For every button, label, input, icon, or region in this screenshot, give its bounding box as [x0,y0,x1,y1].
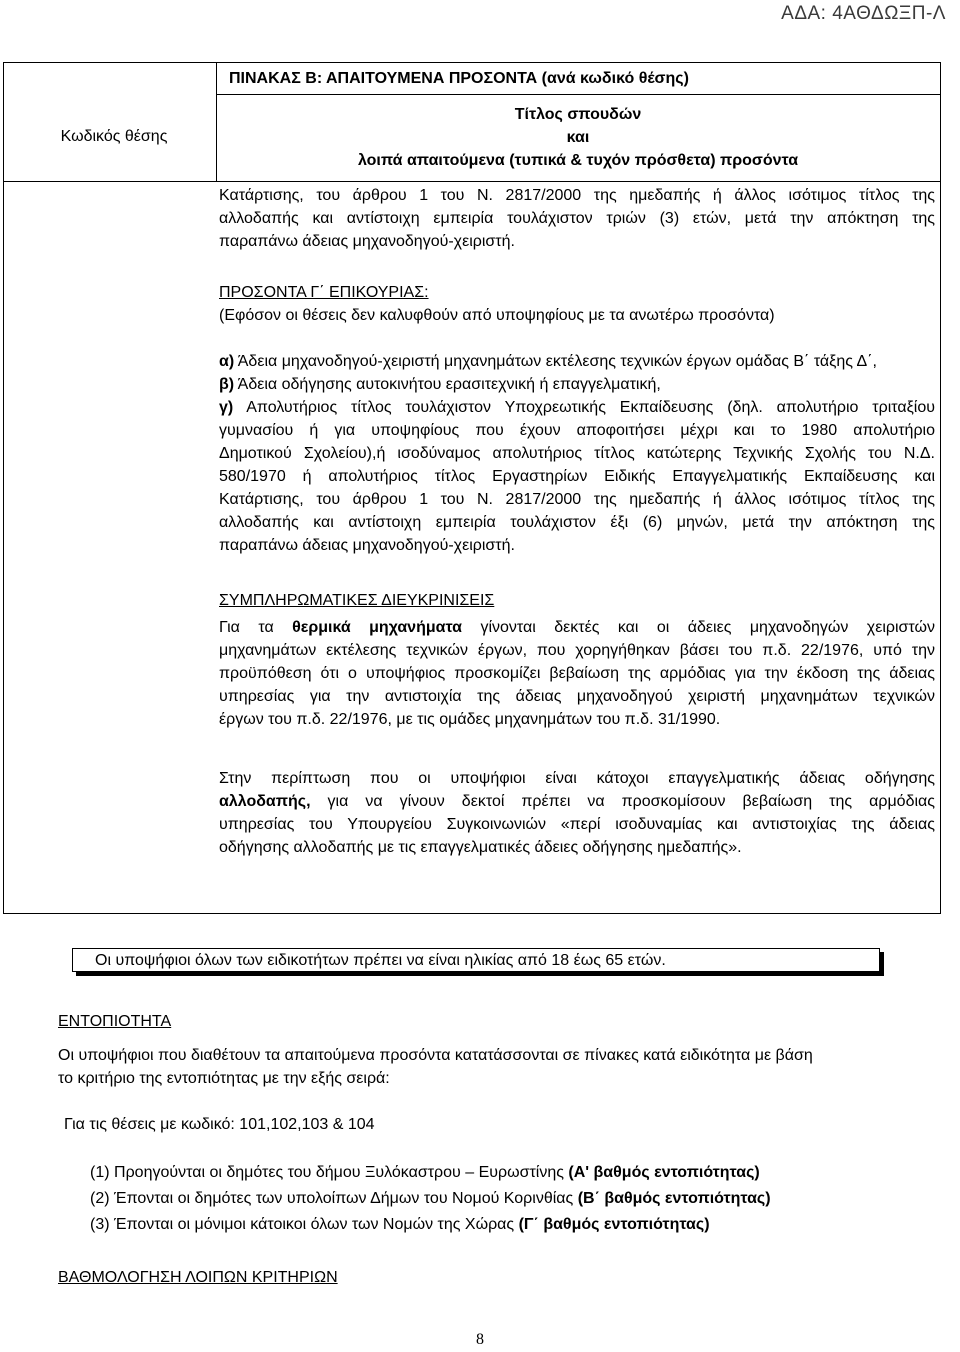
qualification-c [219,396,935,419]
locality-intro: το κριτήριο της εντοπιότητας με την εξής σειρά: [58,1070,390,1087]
table-title: ΠΙΝΑΚΑΣ Β: ΑΠΑΙΤΟΥΜΕΝΑ ΠΡΟΣΟΝΤΑ (ανά κωδικό θέσης) [229,70,689,87]
item-num: (1) [90,1164,110,1181]
list-item [90,1186,771,1212]
text-c-1: Απολυτήριος τίτλος τουλάχιστον Υποχρεωτικής Εκπαίδευσης (δηλ. απολυτήριο τριταξίου [246,399,935,416]
cont-line: παραπάνω άδειας μηχανοδηγού-χειριστή. [219,233,515,250]
c-line: αλλοδαπής και αντίστοιχη εμπειρία τουλάχιστον έξι (6) μηνών, μετά την απόκτηση της [219,514,935,531]
item-text: Έπονται οι δημότες των υπολοίπων Δήμων του Νομού Κορινθίας [114,1190,574,1207]
column-header-code: Κωδικός θέσης [60,128,168,145]
s1-post: γίνονται δεκτές και οι άδειες μηχανοδηγών χειριστών [480,619,935,636]
c-line: παραπάνω άδειας μηχανοδηγού-χειριστή. [219,537,515,554]
item-num: (2) [90,1190,110,1207]
s2-line: Στην περίπτωση που οι υποψήφιοι είναι κάτοχοι επαγγελματικής άδειας οδήγησης [219,770,935,787]
text-b: Άδεια οδήγησης αυτοκινήτου ερασιτεχνική ή επαγγελματική, [237,376,661,393]
label-b: β) [219,376,235,393]
c-line: 580/1970 ή απολυτήριος τίτλος Εργαστηρίων Ειδικής Επαγγελματικής Εκπαίδευσης και [219,468,935,485]
s2-bold: αλλοδαπής, [219,793,311,810]
label-c: γ) [219,399,234,416]
locality-section [58,1010,813,1090]
locality-list [90,1160,771,1238]
page-number: 8 [476,1331,484,1348]
s2-line: οδήγησης αλλοδαπής με τις επαγγελματικές άδειες οδήγησης ημεδαπής». [219,839,742,856]
s1-line: υπηρεσίας για την αντιστοιχία της άδειας μηχανοδηγού χειριστή μηχανημάτων τεχνικών [219,688,935,705]
text-a: Άδεια μηχανοδηγού-χειριστή μηχανημάτων εκτέλεσης τεχνικών έργων ομάδας Β΄ τάξης Δ΄, [237,353,877,370]
c-line: Δημοτικού Σχολείου),ή ισοδύναμος απολυτήριος τίτλος κατώτερης Τεχνικής Σχολής του Ν.Δ. [219,445,935,462]
item-degree: (Β΄ βαθμός εντοπιότητας) [577,1190,771,1207]
continued-paragraph [219,184,935,253]
scoring-heading: ΒΑΘΜΟΛΟΓΗΣΗ ΛΟΙΠΩΝ ΚΡΙΤΗΡΙΩΝ [58,1269,338,1286]
s1-pre: Για τα [219,619,274,636]
list-item [90,1160,771,1186]
item-degree: (Α' βαθμός εντοπιότητας) [568,1164,760,1181]
cont-line: αλλοδαπής και αντίστοιχη εμπειρία τουλάχιστον τριών (3) ετών, μετά την απόκτηση της [219,210,935,227]
column-header-qualifications [216,103,940,172]
qualification-list [219,350,935,557]
label-a: α) [219,353,235,370]
cont-line: Κατάρτισης, του άρθρου 1 του Ν. 2817/2000 της ημεδαπής ή άλλος ισότιμος τίτλος της [219,187,935,204]
qualification-a [219,350,935,373]
item-degree: (Γ΄ βαθμός εντοπιότητας) [518,1216,710,1233]
qualification-b [219,373,935,396]
c-line: γυμνασίου ή για υποψηφίους που έχουν αποφοιτήσει μέχρι και το 1980 απολυτήριο [219,422,935,439]
s2-post: για να γίνουν δεκτοί πρέπει να προσκομίσουν βεβαίωση της αρμόδιας [327,793,935,810]
age-notice-box: Οι υποψήφιοι όλων των ειδικοτήτων πρέπει να είναι ηλικίας από 18 έως 65 ετών. [72,948,880,972]
auxiliary-note: (Εφόσον οι θέσεις δεν καλυφθούν από υποψηφίους με τα ανωτέρω προσόντα) [219,307,775,324]
item-text: Προηγούνται οι δημότες του δήμου Ξυλόκαστρου – Ευρωστίνης [114,1164,564,1181]
supplementary-section [219,589,935,731]
table-divider-title [216,94,940,95]
s2-line [219,790,935,813]
item-text: Έπονται οι μόνιμοι κάτοικοι όλων των Νομών της Χώρας [114,1216,515,1233]
foreign-license-note [219,767,935,859]
s1-line: μηχανημάτων εκτέλεσης τεχνικών έργων, που χορηγήθηκαν βάσει του π.δ. 22/1976, υπό την [219,642,935,659]
header-line-2: και [566,129,590,146]
s1-bold: θερμικά μηχανήματα [292,619,463,636]
header-line-1: Τίτλος σπουδών [514,106,642,123]
item-num: (3) [90,1216,110,1233]
table-divider-header [4,181,940,182]
s1-line [219,616,935,639]
locality-heading: ΕΝΤΟΠΙΟΤΗΤΑ [58,1013,172,1030]
auxiliary-qualifications [219,281,935,327]
s1-line: έργων του π.δ. 22/1976, με τις ομάδες μηχανημάτων του π.δ. 31/1990. [219,711,721,728]
supplementary-heading: ΣΥΜΠΛΗΡΩΜΑΤΙΚΕΣ ΔΙΕΥΚΡΙΝΙΣΕΙΣ [219,592,495,609]
locality-intro: Οι υποψήφιοι που διαθέτουν τα απαιτούμενα προσόντα κατατάσσονται σε πίνακες κατά ειδικότητα με βάση [58,1047,813,1064]
c-line: Κατάρτισης, του άρθρου 1 του Ν. 2817/2000 της ημεδαπής ή άλλος ισότιμος τίτλος της [219,491,935,508]
header-line-3: λοιπά απαιτούμενα (τυπικά & τυχόν πρόσθετα) προσόντα [357,152,799,169]
ada-code: ΑΔΑ: 4ΑΘΔΩΞΠ-Λ [781,3,946,24]
auxiliary-heading: ΠΡΟΣΟΝΤΑ Γ΄ ΕΠΙΚΟΥΡΙΑΣ: [219,284,429,301]
codes-line: Για τις θέσεις με κωδικό: 101,102,103 & 104 [64,1116,375,1133]
list-item [90,1212,771,1238]
s1-line: προϋπόθεση ότι ο υποψήφιος προσκομίζει βεβαίωση της αρμόδιας για την έκδοση της άδειας [219,665,935,682]
s2-line: υπηρεσίας του Υπουργείου Συγκοινωνιών «περί ισοδυναμίας και αντιστοιχίας της άδειας [219,816,935,833]
